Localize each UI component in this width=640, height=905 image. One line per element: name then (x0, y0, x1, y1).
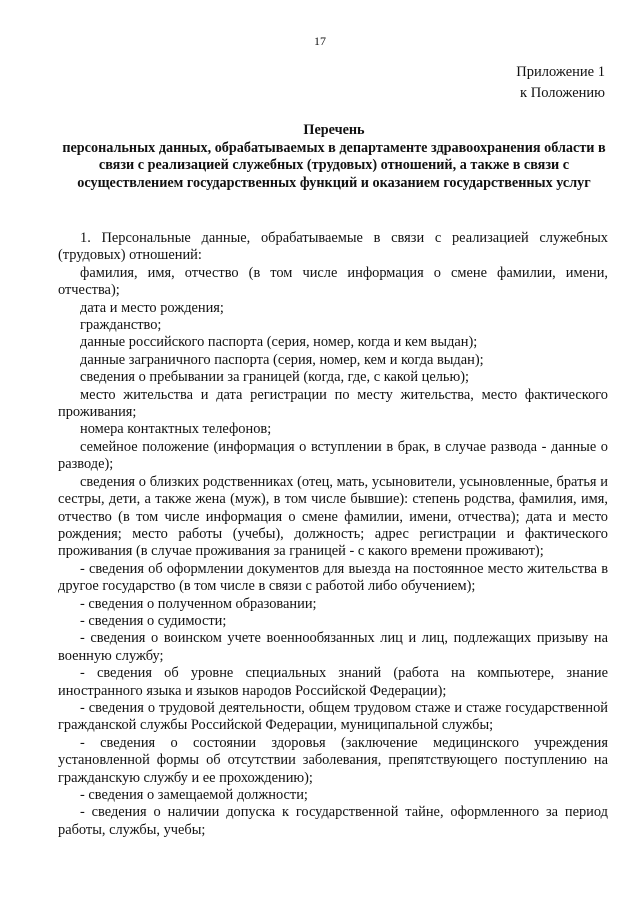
paragraph: гражданство; (80, 317, 162, 334)
paragraph: семейное положение (информация о вступлении в брак, в случае развода - данные о разводе); (58, 438, 608, 473)
paragraph: - сведения о полученном образовании; (80, 595, 317, 612)
paragraph: - сведения об оформлении документов для выезда на постоянное место жительства в другое государство (в том числе в связи с работой либо обучением); (58, 560, 608, 595)
paragraph: номера контактных телефонов; (80, 421, 272, 438)
paragraph: - сведения об уровне специальных знаний (работа на компьютере, знание иностранного языка и языков народов Российской Федерации); (58, 665, 608, 699)
paragraph: данные российского паспорта (серия, номер, когда и кем выдан); (80, 334, 478, 351)
title-subtitle: персональных данных, обрабатываемых в департаменте здравоохранения области в связи с реализацией служебных (трудовых) отношений, а также в связи с осуществлением государственных функций и оказанием государственных услуг (62, 139, 606, 191)
paragraph: - сведения о состоянии здоровья (заключение медицинского учреждения установленной формы об отсутствии заболевания, препятствующего поступлению на гражданскую службу и ее прохождению); (58, 734, 608, 786)
paragraph: - сведения о трудовой деятельности, общем трудовом стаже и стаже государственной гражданской службы Российской Федерации, муниципальной службы; (58, 699, 608, 734)
paragraph: данные заграничного паспорта (серия, номер, кем и когда выдан); (80, 351, 484, 368)
paragraph: дата и место рождения; (80, 299, 224, 316)
paragraph: фамилия, имя, отчество (в том числе информация о смене фамилии, имени, отчества); (58, 264, 608, 299)
page-number: 17 (314, 34, 326, 48)
document-title (58, 122, 610, 192)
appendix-line-1: Приложение 1 (516, 64, 605, 80)
title-heading: Перечень (303, 122, 365, 138)
paragraph: 1. Персональные данные, обрабатываемые в связи с реализацией служебных (трудовых) отношений: (58, 230, 608, 264)
appendix-line-2: к Положению (520, 85, 605, 101)
paragraph: место жительства и дата регистрации по месту жительства, место фактического проживания; (58, 386, 608, 421)
paragraph: - сведения о наличии допуска к государственной тайне, оформленного за период работы, службы, учебы; (58, 804, 608, 838)
paragraph: сведения о пребывании за границей (когда, где, с какой целью); (80, 369, 470, 386)
paragraph: - сведения о судимости; (80, 612, 227, 629)
paragraph: - сведения о замещаемой должности; (80, 787, 308, 803)
appendix-reference (516, 62, 605, 104)
document-body (58, 230, 608, 839)
paragraph: - сведения о воинском учете военнообязанных лиц и лиц, подлежащих призыву на военную службу; (58, 630, 608, 664)
paragraph: сведения о близких родственниках (отец, мать, усыновители, усыновленные, братья и сестры, дети, а также жена (муж), в том числе бывшие): степень родства, фамилия, имя, отчество (в том числе информация о смене фамилии, имени, отчества); дата и место рождения; место работы (учебы), должность; адрес регистрации и фактического проживания (в случае проживания за границей - с какого времени проживают); (58, 473, 608, 560)
